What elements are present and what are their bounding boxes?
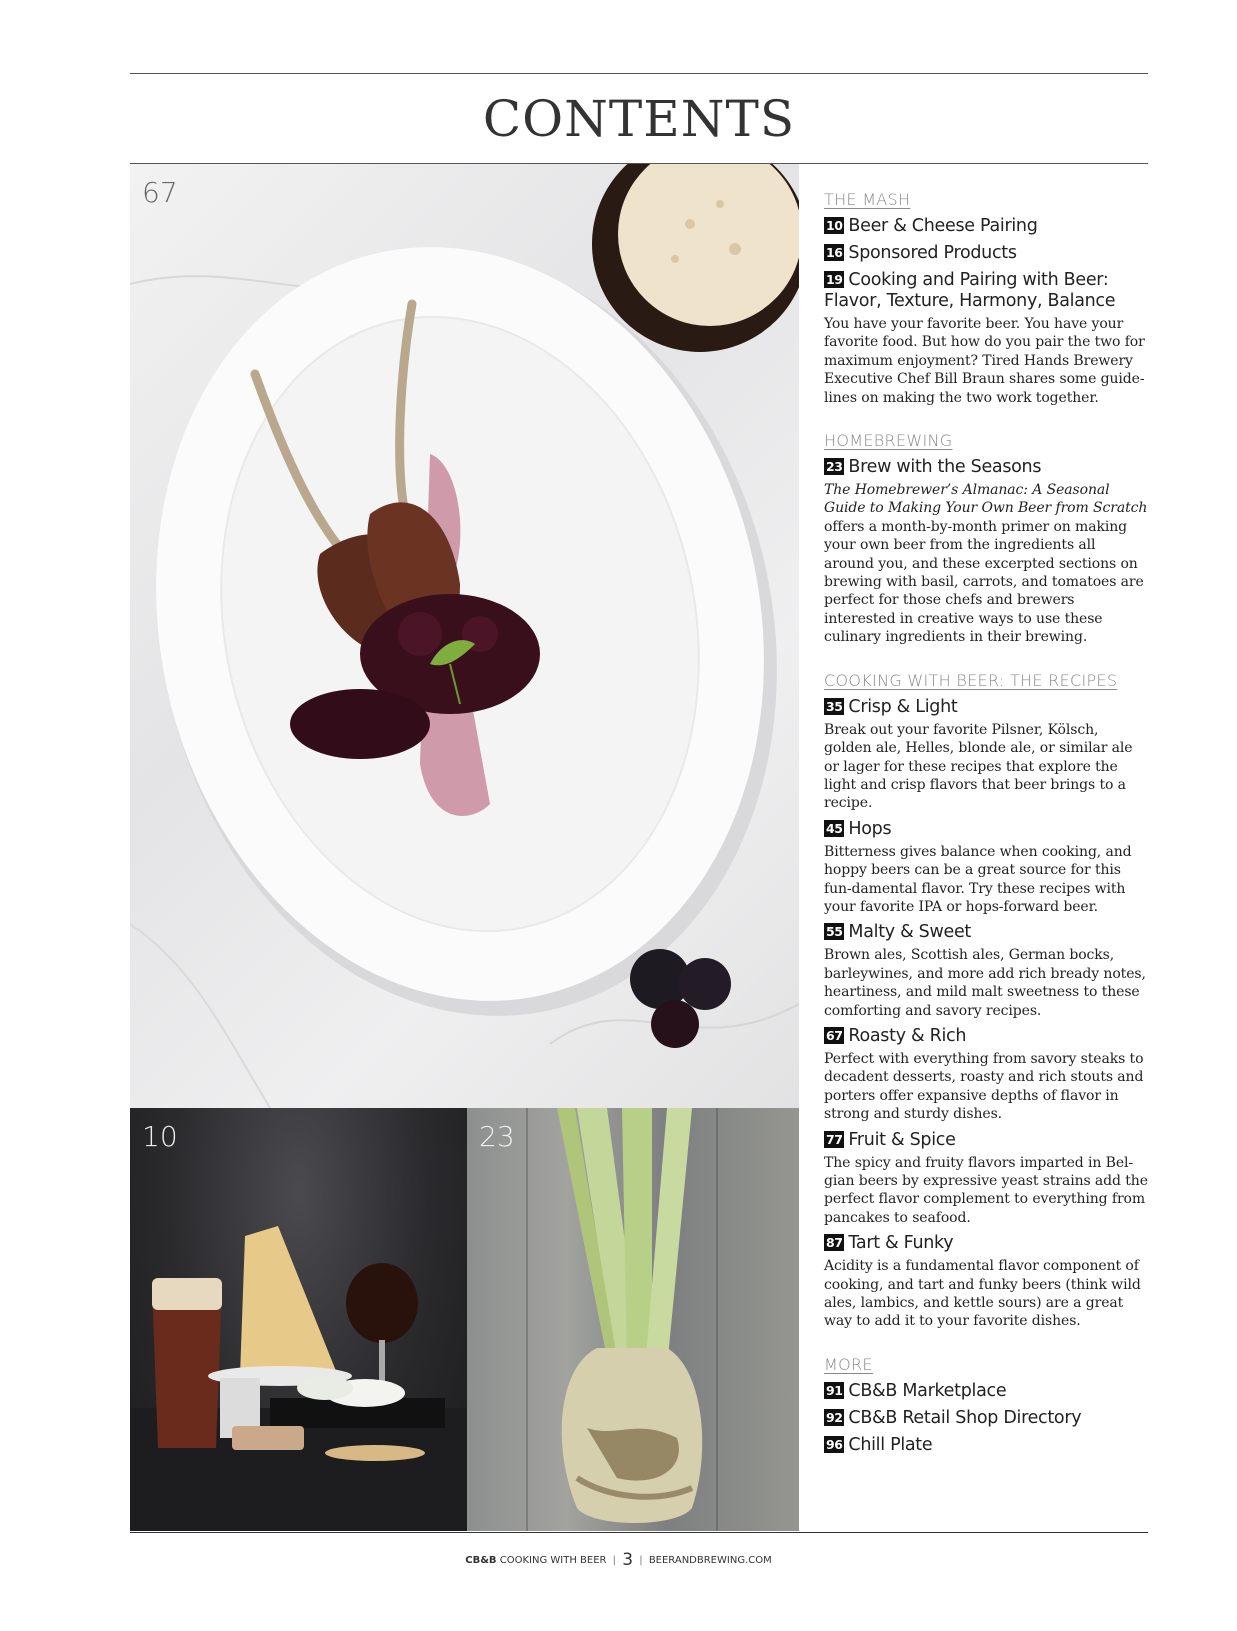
entry-title: Beer & Cheese Pairing: [848, 216, 1038, 236]
entry-description: [824, 481, 1148, 647]
photo-lamb-chops: [130, 164, 799, 1108]
page-number-badge: 92: [826, 1409, 843, 1425]
bottom-rule: [130, 1532, 1148, 1533]
entry-title: Crisp & Light: [848, 696, 958, 717]
toc-entry[interactable]: [824, 1435, 1148, 1456]
page-number-badge: 45: [826, 820, 843, 836]
entry-description-text: offers a month-by-month primer on making your own beer from the ingredients all around you, and these excerpted sections on brewing with basil, carrots, and tomatoes are perfect for those chefs and brewers interested in creative ways to use these culinary ingredients in their brewing.: [824, 518, 1144, 646]
page-number-badge: 87: [826, 1235, 843, 1251]
page-number-badge: 55: [826, 924, 843, 940]
section-heading-recipes[interactable]: COOKING WITH BEER: THE RECIPES: [824, 670, 1118, 690]
celery-root-illustration: [467, 1108, 799, 1531]
toc-entry[interactable]: [824, 1233, 1148, 1331]
entry-title: Fruit & Spice: [848, 1129, 956, 1150]
entry-description: Bitterness gives balance when cooking, and hoppy beers can be a great source for this fun-damental flavor. Try these recipes with your favorite IPA or hops-forward beer.: [824, 843, 1132, 915]
entry-title: Tart & Funky: [848, 1233, 954, 1254]
page-number-badge: 23: [826, 459, 843, 475]
footer-site[interactable]: BEERANDBREWING.COM: [648, 1555, 772, 1566]
footer-section: COOKING WITH BEER: [499, 1555, 607, 1566]
cheese-illustration: [130, 1108, 467, 1531]
footer-separator: |: [612, 1555, 617, 1566]
entry-description: Acidity is a fundamental flavor component of cooking, and tart and funky beers (think wild ales, lambics, and kettle sours) are a great way to add it to your favorite dishes.: [824, 1258, 1141, 1330]
toc-entry[interactable]: [824, 1026, 1148, 1124]
footer-page-number: 3: [622, 1550, 634, 1570]
page-number-badge: 35: [826, 698, 843, 714]
section-heading-the-mash[interactable]: THE MASH: [824, 190, 911, 209]
toc-entry[interactable]: [824, 270, 1148, 407]
section-heading-homebrewing[interactable]: HOMEBREWING: [824, 431, 953, 451]
entry-description: You have your favorite beer. You have your favorite food. But how do you pair the two for maximum enjoyment? Tired Hands Brewery Executive Chef Bill Braun shares some guide-lines on making the two work together.: [824, 316, 1145, 406]
toc-entry[interactable]: [824, 819, 1148, 917]
entry-description: Perfect with everything from savory steaks to decadent desserts, roasty and rich stouts and porters offer expansive depths of flavor in strong and sturdy dishes.: [824, 1050, 1144, 1123]
table-of-contents: [824, 188, 1148, 1462]
photo-page-number: 67: [142, 176, 178, 209]
page-number-badge: 67: [826, 1027, 843, 1043]
entry-title: CB&B Marketplace: [848, 1380, 1007, 1401]
page-footer: [0, 1550, 1237, 1570]
page-title: CONTENTS: [482, 90, 796, 148]
toc-entry[interactable]: [824, 1381, 1148, 1402]
entry-title: Sponsored Products: [848, 243, 1017, 263]
footer-brand: CB&B: [465, 1555, 497, 1566]
entry-title: Chill Plate: [848, 1434, 933, 1455]
page-number-badge: 77: [826, 1131, 843, 1147]
entry-description: Brown ales, Scottish ales, German bocks, barleywines, and more add rich bready notes, heartiness, and mild malt sweetness to these comforting and savory recipes.: [824, 947, 1146, 1019]
toc-entry[interactable]: [824, 1130, 1148, 1228]
entry-description: The spicy and fruity flavors imparted in Bel-gian beers by expressive yeast strains add the perfect flavor complement to everything from pancakes to seafood.: [824, 1154, 1148, 1226]
section-heading-more[interactable]: MORE: [824, 1354, 873, 1374]
entry-title: Roasty & Rich: [848, 1025, 967, 1046]
entry-description: Break out your favorite Pilsner, Kölsch, golden ale, Helles, blonde ale, or similar ale or lager for these recipes that explore the light and crisp flavors that beer brings to a recipe.: [824, 721, 1133, 812]
entry-title: Brew with the Seasons: [848, 457, 1042, 478]
book-title: The Homebrewer’s Almanac: A Seasonal Guide to Making Your Own Beer from Scratch: [824, 482, 1148, 517]
photo-celery-root: [467, 1108, 799, 1531]
entry-title: Cooking and Pairing with Beer: Flavor, Texture, Harmony, Balance: [824, 270, 1116, 311]
page-number-badge: 16: [826, 245, 843, 260]
page-number-badge: 10: [826, 218, 843, 233]
entry-title: CB&B Retail Shop Directory: [848, 1407, 1082, 1428]
page-number-badge: 19: [826, 272, 843, 287]
toc-entry[interactable]: [824, 216, 1148, 237]
entry-title: Hops: [848, 818, 892, 839]
photo-page-number: 23: [479, 1120, 515, 1153]
toc-entry[interactable]: [824, 922, 1148, 1020]
toc-entry[interactable]: [824, 457, 1148, 647]
page-number-badge: 91: [826, 1382, 843, 1398]
entry-title: Malty & Sweet: [848, 922, 971, 943]
photo-beer-cheese: [130, 1108, 467, 1531]
page-number-badge: 96: [826, 1436, 843, 1452]
lamb-plate-illustration: [130, 164, 799, 1108]
toc-entry[interactable]: [824, 1408, 1148, 1429]
top-rule: [130, 73, 1148, 74]
toc-entry[interactable]: [824, 697, 1148, 813]
photo-page-number: 10: [142, 1120, 178, 1153]
toc-entry[interactable]: [824, 243, 1148, 264]
footer-separator: |: [639, 1555, 643, 1566]
